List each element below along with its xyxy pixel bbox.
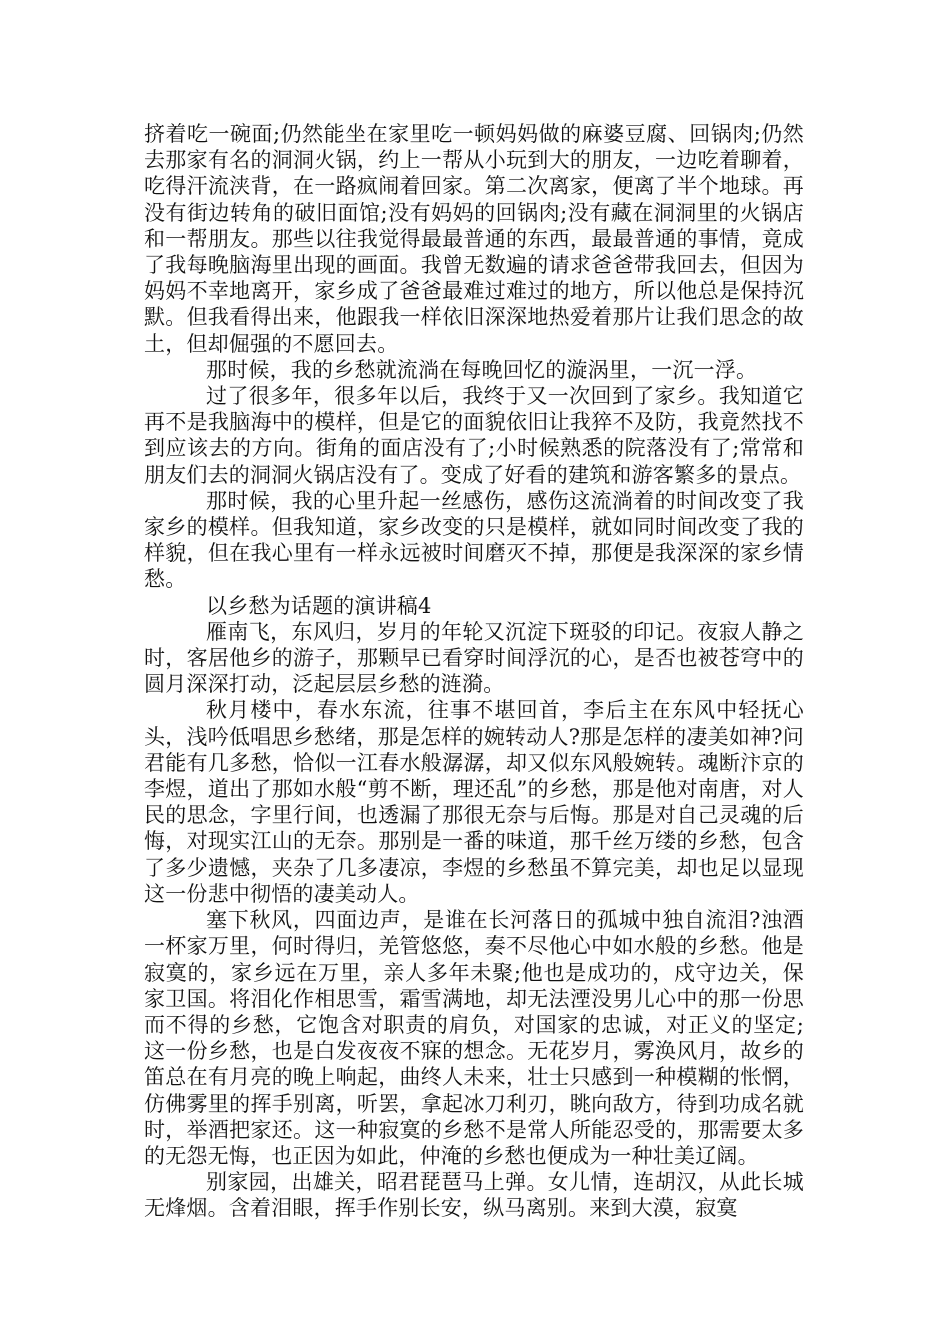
body-paragraph: 挤着吃一碗面;仍然能坐在家里吃一顿妈妈做的麻婆豆腐、回锅肉;仍然去那家有名的洞洞火锅，约上一帮从小玩到大的朋友，一边吃着聊着，吃得汗流浃背，在一路疯闹着回家。第二次离家，便离了半个地球。再没有街边转角的破旧面馆;没有妈妈的回锅肉;没有藏在洞洞里的火锅店和一帮朋友。那些以往我觉得最最普通的东西，最最普通的事情，竟成了我每晚脑海里出现的画面。我曾无数遍的请求爸爸带我回去，但因为妈妈不幸地离开，家乡成了爸爸最难过难过的地方，所以他总是保持沉默。但我看得出来，他跟我一样依旧深深地热爱着那片让我们思念的故土，但却倔强的不愿回去。 — [144, 122, 804, 356]
body-paragraph: 那时候，我的心里升起一丝感伤，感伤这流淌着的时间改变了我家乡的模样。但我知道，家乡改变的只是模样，就如同时间改变了我的样貌，但在我心里有一样永远被时间磨灭不掉，那便是我深深的家乡情愁。 — [144, 488, 804, 592]
body-paragraph: 雁南飞，东风归，岁月的年轮又沉淀下斑驳的印记。夜寂人静之时，客居他乡的游子，那颗早已看穿时间浮沉的心，是否也被苍穹中的圆月深深打动，泛起层层乡愁的涟漪。 — [144, 619, 804, 697]
body-paragraph: 秋月楼中，春水东流，往事不堪回首，李后主在东风中轻抚心头，浅吟低唱思乡愁绪，那是怎样的婉转动人?那是怎样的凄美如神?问君能有几多愁，恰似一江春水般潺潺，却又似东风般婉转。魂断汴京的李煜，道出了那如水般“剪不断，理还乱”的乡愁，那是他对南唐，对人民的思念，字里行间，也透漏了那很无奈与后悔。那是对自己灵魂的后悔，对现实江山的无奈。那别是一番的味道，那千丝万缕的乡愁，包含了多少遗憾，夹杂了几多凄凉，李煜的乡愁虽不算完美，却也足以显现这一份悲中彻悟的凄美动人。 — [144, 698, 804, 906]
section-heading: 以乡愁为话题的演讲稿4 — [206, 593, 432, 618]
document-body — [144, 121, 804, 1222]
body-paragraph: 那时候，我的乡愁就流淌在每晚回忆的漩涡里，一沉一浮。 — [206, 357, 758, 382]
body-paragraph: 过了很多年，很多年以后，我终于又一次回到了家乡。我知道它再不是我脑海中的模样，但是它的面貌依旧让我猝不及防，我竟然找不到应该去的方向。街角的面店没有了;小时候熟悉的院落没有了;常常和朋友们去的洞洞火锅店没有了。变成了好看的建筑和游客繁多的景点。 — [144, 384, 804, 487]
body-paragraph: 别家园，出雄关，昭君琵琶马上弹。女儿情，连胡汉，从此长城无烽烟。含着泪眼，挥手作别长安，纵马离别。来到大漠，寂寞 — [144, 1170, 804, 1221]
body-paragraph: 塞下秋风，四面边声，是谁在长河落日的孤城中独自流泪?浊酒一杯家万里，何时得归，羌管悠悠，奏不尽他心中如水般的乡愁。他是寂寞的，家乡远在万里，亲人多年未聚;他也是成功的，戍守边关，保家卫国。将泪化作相思雪，霜雪满地，却无法湮没男儿心中的那一份思而不得的乡愁，它饱含对职责的肩负，对国家的忠诚，对正义的坚定;这一份乡愁，也是白发夜夜不寐的想念。无花岁月，雾涣风月，故乡的笛总在有月亮的晚上响起，曲终人未来，壮士只感到一种模糊的怅惘，仿佛雾里的挥手别离，听罢，拿起冰刀利刃，眺向敌方，待到功成名就时，举酒把家还。这一种寂寞的乡愁不是常人所能忍受的，那需要太多的无怨无悔，也正因为如此，仲淹的乡愁也便成为一种壮美辽阔。 — [144, 908, 804, 1168]
